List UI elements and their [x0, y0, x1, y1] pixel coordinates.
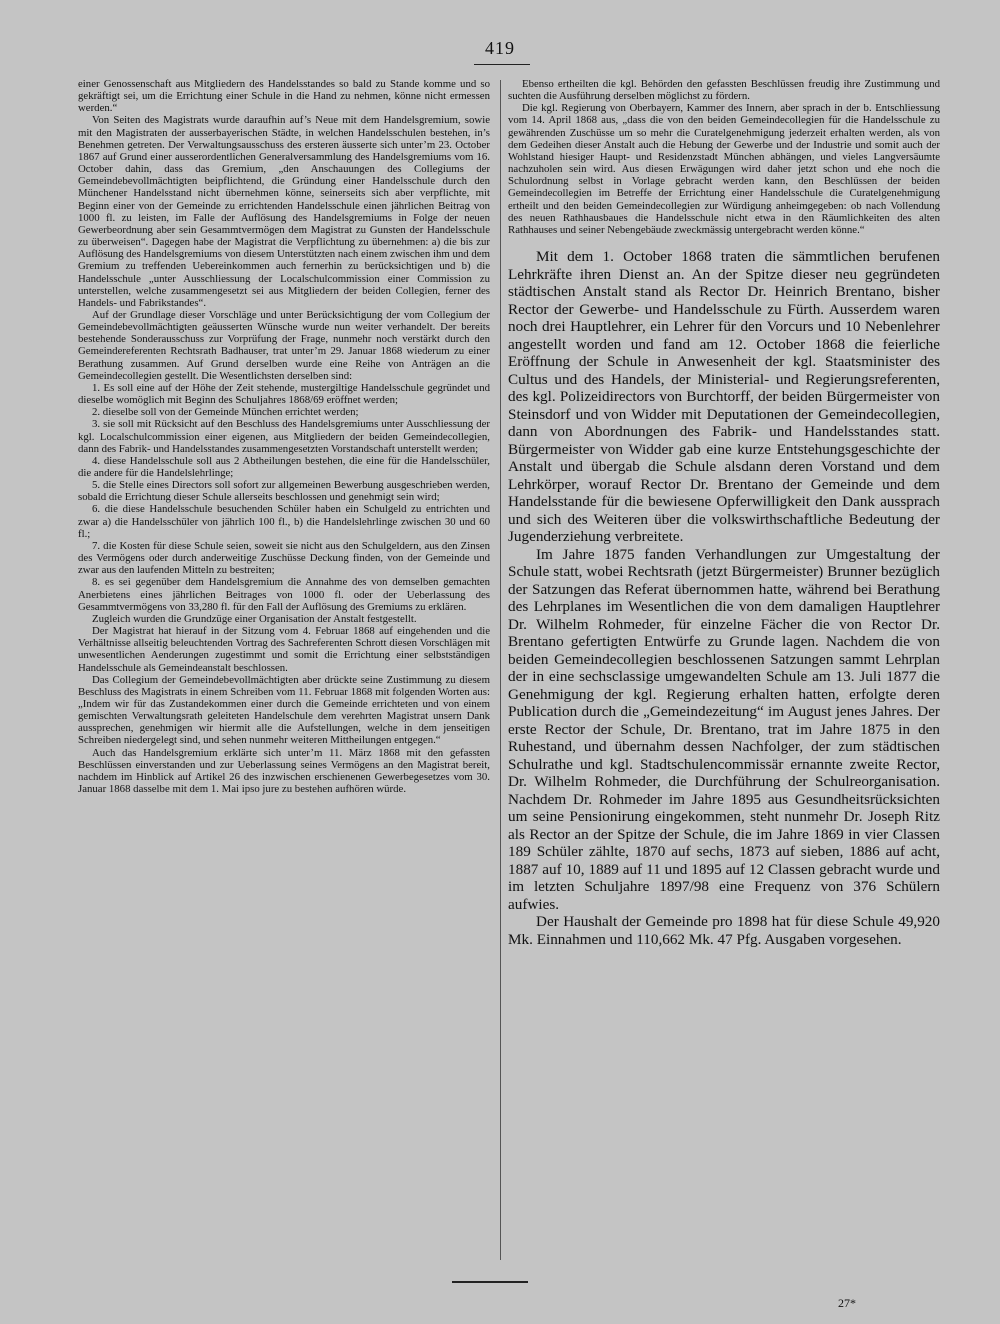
left-paragraph: einer Genossenschaft aus Mitgliedern des Handelsstandes so bald zu Stande komme und so gekräftigt sei, um die Errichtung einer Schule in die Hand zu nehmen, könne nicht ermessen werden.“ — [78, 78, 490, 115]
page-number: 419 — [485, 38, 515, 58]
list-item: 5. die Stelle eines Directors soll sofort zur allgemeinen Bewerbung ausgeschrieben werden, sobald die Errichtung dieser Schule allerseits beschlossen und genehmigt sein wird; — [78, 479, 490, 504]
signature-mark: 27* — [838, 1296, 856, 1310]
right-column — [508, 78, 940, 948]
left-paragraph: Zugleich wurden die Grundzüge einer Organisation der Anstalt festgestellt. — [92, 612, 417, 625]
list-item: 6. die diese Handelsschule besuchenden Schüler haben ein Schulgeld zu entrichten und zwar a) die Handelsschüler von jährlich 100 fl., b) die Handelslehrlinge zwischen 30 und 60 fl.; — [78, 503, 490, 540]
column-divider — [500, 80, 501, 1260]
body-text — [508, 248, 940, 948]
quote-paragraph: Die kgl. Regierung von Oberbayern, Kammer des Innern, aber sprach in der b. Entschliessung vom 14. April 1868 aus, „dass die von den beiden Gemeindecollegien für die Handelsschule zu gewährenden Zuschüsse um so mehr die Curatelgenehmigung jederzeit erhalten werden, als von dem Gedeihen dieser Anstalt auch die Hebung der Gewerbe und der Industrie und somit auch der Wohlstand hiesiger Haupt- und Residenzstadt München abhängen, und vieles Langversäumte nachzuholen sein wird. Aus diesen Erwägungen wird daher jetzt schon und ehe noch die Schulordnung selbst in Vorlage gebracht werden kann, den Beschlüssen der beiden Gemeindecollegien im Betreffe der Errichtung einer Handelsschule die Curatelgenehmigung ertheilt und den beiden Gemeindecollegien zur Würdigung anheimgegeben: ob nach Vollendung des neuen Rathhausbaues die Handelsschule nicht etwa in den Räumlichkeiten des alten Rathhauses und seiner Nebengebäude zweckmässig untergebracht werden könne.“ — [508, 102, 940, 236]
list-item: 4. diese Handelsschule soll aus 2 Abtheilungen bestehen, die eine für die Handelsschüler, die andere für die Handelslehrlinge; — [78, 454, 490, 479]
body-paragraph: Der Haushalt der Gemeinde pro 1898 hat für diese Schule 49,920 Mk. Einnahmen und 110,662 Mk. 47 Pfg. Ausgaben vorgesehen. — [508, 913, 940, 948]
header-rule — [474, 64, 530, 65]
left-paragraph: Von Seiten des Magistrats wurde daraufhin auf’s Neue mit dem Handelsgremium, sowie mit den Magistraten der ausserbayerischen Städte, in welchen Handelsschulen bestehen, in’s Benehmen getreten. Der Verwaltungsausschuss des ersteren äusserte sich unter’m 23. October 1867 auf Grund einer ausserordentlichen Generalversammlung des Handelsgremiums vom 16. October dahin, dass das Gremium, „den Anschauungen des Collegiums der Gemeindebevollmächtigten beipflichtend, die Gründung einer Handelsschule durch den Münchener Handelsstand nicht übernehmen könne, seinerseits sich aber verpflichte, mit Beginn einer von der Gemeinde zu errichtenden Handelsschule einen jährlichen Beitrag von 1000 fl. zu leisten, im Falle der Auflösung des Handelsgremiums in Folge der neuen Gewerbeordnung aber sein Gesammtvermögen dem Magistrat zu Gunsten der Handelsschule zu überweisen“. Dagegen habe der Magistrat die Verpflichtung zu übernehmen: a) die bis zur Auflösung des Handelsgremiums von diesem Unterstützten nach einem zwischen ihm und dem Gremium zu treffenden Uebereinkommen auch fernerhin zu berücksichtigen und b) die Handelsschule „unter Ausschliessung der Localschulcommission einer Commission zu unterstellen, welche zusammengesetzt sei aus Mitgliedern der beiden Collegien, ferner des Handels- und Fabrikstandes“. — [78, 114, 490, 309]
list-item: 7. die Kosten für diese Schule seien, soweit sie nicht aus den Schulgeldern, aus den Zinsen des Vermögens oder durch anderweitige Zuschüsse Deckung finden, von der Gemeinde und zwar aus den laufenden Mitteln zu bestreiten; — [78, 539, 490, 577]
list-item: 1. Es soll eine auf der Höhe der Zeit stehende, mustergiltige Handelsschule gegründet und dieselbe womöglich mit Beginn des Schuljahres 1868/69 eröffnet werden; — [78, 381, 490, 407]
list-item: 8. es sei gegenüber dem Handelsgremium die Annahme des von demselben gemachten Anerbietens eines jährlichen Beitrages von 1000 fl. oder der Ueberlassung des Gesammtvermögens von 33,280 fl. für den Fall der Auflösung des Gremiums zu erklären. — [78, 576, 490, 613]
left-paragraph: Das Collegium der Gemeindebevollmächtigten aber drückte seine Zustimmung zu diesem Beschluss des Magistrats in einem Schreiben vom 11. Februar 1868 mit folgenden Worten aus: „Indem wir für das Zustandekommen einer durch die Gemeinde errichteten und von einem gemischten Verwaltungsrath geleiteten Handelschule dem verehrten Magistrat unsern Dank aussprechen, genehmigen wir hiermit alle die Aufstellungen, welche in dem jenseitigen Schreiben niedergelegt sind, und sehen nunmehr weiteren Mittheilungen entgegen.“ — [78, 673, 490, 747]
quote-paragraph: Ebenso ertheilten die kgl. Behörden den gefassten Beschlüssen freudig ihre Zustimmung und suchten die Ausführung derselben möglichst zu fördern. — [508, 78, 940, 103]
left-column — [78, 78, 490, 795]
footer-rule — [452, 1281, 528, 1283]
left-paragraph: Auch das Handelsgremium erklärte sich unter’m 11. März 1868 mit den gefassten Beschlüssen einverstanden und zur Ueberlassung seines Vermögens an den Magistrat bereit, nachdem im Hinblick auf Artikel 26 des inzwischen erschienenen Gewerbegesetzes vom 30. Januar 1868 dasselbe mit dem 1. Mai ipso jure zu bestehen aufhören würde. — [78, 746, 490, 796]
body-paragraph: Im Jahre 1875 fanden Verhandlungen zur Umgestaltung der Schule statt, wobei Rechtsrath (jetzt Bürgermeister) Brunner bezüglich der Satzungen das Referat übernommen hatte, während bei Berathung des Lehrplanes im Wesentlichen die von dem damaligen Hauptlehrer Dr. Wilhelm Rohmeder, für einzelne Fächer die von Rector Dr. Brentano gefertigten Entwürfe zu Grunde lagen. Nachdem die von beiden Gemeindecollegien beschlossenen Satzungen sammt Lehrplan der in eine sechsclassige umgewandelten Schule am 13. Juli 1877 die Genehmigung der kgl. Regierung erhalten hatten, erfolgte deren Publication durch die „Gemeindezeitung“ im August jenes Jahres. Der erste Rector der Schule, Dr. Brentano, trat im Jahre 1875 in den Ruhestand, und übernahm dessen Nachfolger, der zum städtischen Schulrathe und kgl. Stadtschulencommissär ernannte zweite Rector, Dr. Wilhelm Rohmeder, die Durchführung der Schulreorganisation. Nachdem Dr. Rohmeder im Jahre 1895 aus Gesundheitsrücksichten um seine Pensionirung eingekommen, steht nunmehr Dr. Joseph Ritz als Rector an der Spitze der Schule, die im Jahre 1869 in vier Classen 189 Schüler zählte, 1870 auf sechs, 1873 auf sieben, 1886 auf acht, 1887 auf 10, 1889 auf 11 und 1895 auf 12 Classen gebracht wurde und im letzten Schuljahre 1897/98 eine Frequenz von 376 Schülern aufwies. — [508, 545, 940, 913]
quote-block — [508, 78, 940, 236]
body-paragraph: Mit dem 1. October 1868 traten die sämmtlichen berufenen Lehrkräfte ihren Dienst an. An der Spitze dieser neu gegründeten städtischen Anstalt stand als Rector Dr. Heinrich Brentano, bisher Rector der Gewerbe- und Handelsschule zu Fürth. Ausserdem waren noch drei Hauptlehrer, ein Lehrer für den Vorcurs und 10 Nebenlehrer angestellt worden und fand am 12. October 1868 die feierliche Eröffnung der Schule in Anwesenheit der kgl. Staatsminister des Cultus und des Handels, der Ministerial- und Regierungsreferenten, des kgl. Polizeidirectors von Burchtorff, der beiden Bürgermeister von Steinsdorf und von Widder mit Deputationen der Gemeindecollegien, dann von Abordnungen des Fabrik- und Handelsstandes statt. Bürgermeister von Widder gab eine kurze Entstehungsgeschichte der Anstalt und übergab die Schule alsdann deren Vorstand und dem Lehrkörper, worauf Rector Dr. Brentano der Gemeinde und dem Handelsstande für die bewiesene Opferwilligkeit den Dank aussprach und sich des Weiteren über die volkswirthschaftliche Bedeutung der Jugenderziehung verbreitete. — [508, 248, 940, 546]
list-item: 3. sie soll mit Rücksicht auf den Beschluss des Handelsgremiums unter Ausschliessung der kgl. Localschulcommission einer eigenen, aus Mitgliedern der beiden Gemeindecollegien, dann des Fabrik- und Handelsstandes zusammengesetzten Vorstandschaft unterstellt werden; — [78, 418, 490, 455]
left-paragraph: Auf der Grundlage dieser Vorschläge und unter Berücksichtigung der vom Collegium der Gemeindebevollmächtigten geäusserten Wünsche wurde nun weiter verhandelt. Der bereits bestehende Sonderausschuss zur Vorprüfung der Frage, nunmehr noch verstärkt durch den Gemeindereferenten Rechtsrath Badhauser, trat unter’m 29. Januar 1868 wiederum zu einer Berathung zusammen. Auf Grund derselben wurde eine Reihe von Anträgen an die Gemeindecollegien gestellt. Die Wesentlichsten derselben sind: — [78, 308, 490, 382]
list-item: 2. dieselbe soll von der Gemeinde München errichtet werden; — [92, 406, 359, 419]
left-paragraph: Der Magistrat hat hierauf in der Sitzung vom 4. Februar 1868 auf eingehenden und die Verhältnisse allseitig beleuchtenden Vortrag des Sachreferenten Schrott diesen Vorschlägen mit unwesentlichen Aenderungen zugestimmt und somit die Errichtung einer selbstständigen Handelsschule als Gemeindeanstalt beschlossen. — [78, 625, 490, 674]
